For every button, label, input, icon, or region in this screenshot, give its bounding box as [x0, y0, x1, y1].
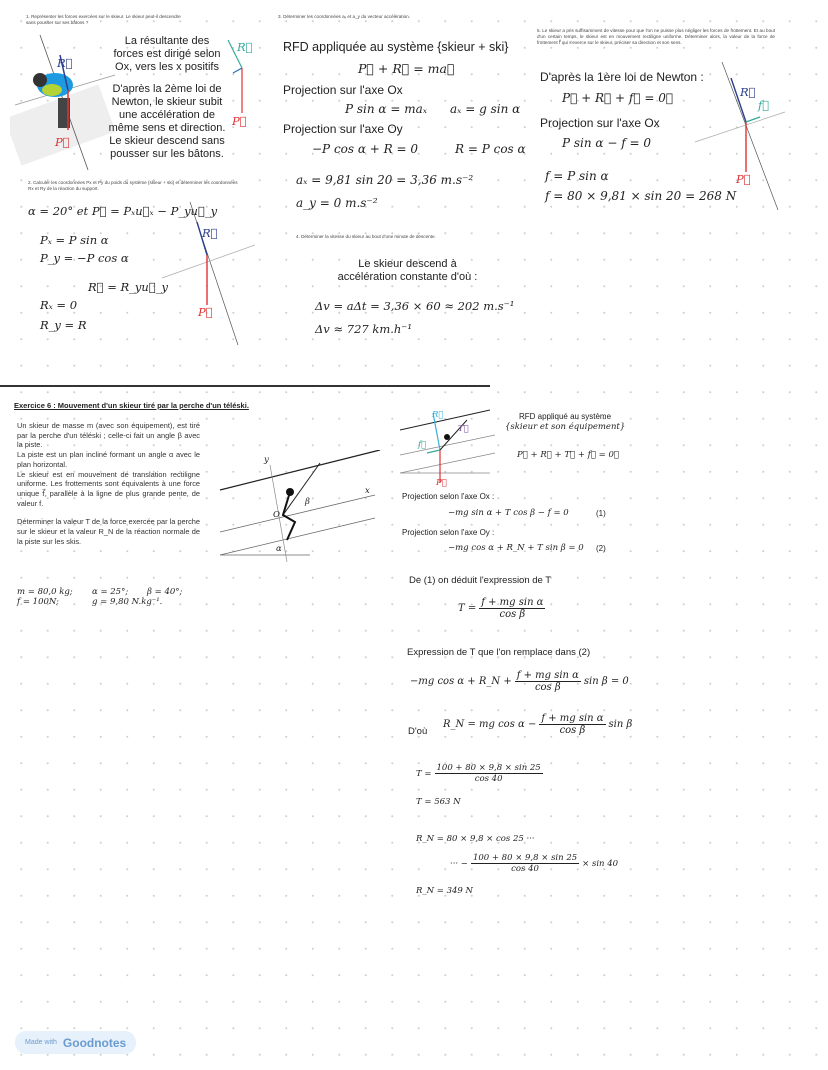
teleski-diagram — [215, 450, 385, 565]
text-line: Le skieur descend à — [358, 258, 457, 270]
equation: aₓ = g sin α — [450, 102, 521, 116]
projection-oy: Projection sur l'axe Oy — [283, 122, 403, 136]
paragraph: Déterminer la valeur T de la force exercée par la perche sur le skieur et la valeur R_N de la réaction normale de la piste sur les skis. — [17, 517, 200, 546]
badge-brand: Goodnotes — [62, 1035, 127, 1050]
numerator: f + mg sin α — [516, 670, 579, 681]
axes-diagram — [160, 200, 260, 350]
t-result: T = 563 N — [416, 797, 461, 807]
lhs: R_N = mg cos α − — [443, 719, 537, 730]
numerator: 100 + 80 × 9,8 × sin 25 — [472, 853, 578, 863]
rfd-equation: P⃗ + R⃗ + T⃗ + f⃗ = 0⃗ — [517, 450, 619, 460]
vector-T-label: T⃗ — [458, 424, 469, 434]
text-line: une accélération de — [118, 109, 215, 121]
projection-ox: Projection sur l'axe Ox — [540, 116, 660, 130]
badge-made-with: Made with — [25, 1039, 57, 1046]
data-value: α = 25°; — [92, 587, 129, 597]
vector-R-label: R⃗ — [237, 40, 253, 54]
lhs: T = — [458, 603, 477, 614]
text-line: RFD appliqué au système — [518, 412, 612, 421]
section-divider — [0, 385, 490, 387]
data-value: β = 40°; — [147, 587, 183, 597]
numerator: 100 + 80 × 9,8 × sin 25 — [436, 763, 541, 773]
text-line: Newton, le skieur subit — [111, 96, 223, 108]
equation-number: (1) — [596, 509, 606, 518]
q4-answer — [320, 258, 495, 284]
ry-equation: R_y = R — [40, 318, 87, 332]
denominator: cos β — [559, 725, 586, 736]
f-equation: f = P sin α — [545, 169, 609, 183]
equation: −P cos α + R = 0 — [312, 142, 419, 156]
projection-ox: Projection selon l'axe Ox : — [402, 492, 495, 501]
text-line: D'après la 2ème loi de — [112, 83, 222, 95]
lhs: −mg cos α + R_N + — [410, 676, 512, 687]
t-numeric — [416, 763, 546, 784]
equation-2: −mg cos α + R_N + T sin β = 0 — [448, 543, 584, 553]
y-axis-label: y — [264, 455, 269, 465]
vector-P-label: P⃗ — [55, 135, 70, 149]
question-4: 4. Déterminer la vitesse du skieur au bout d'une minute de descente. — [296, 234, 436, 239]
vector-R-label: R⃗ — [740, 85, 756, 99]
rfd-equation: P⃗ + R⃗ = ma⃗ — [358, 61, 455, 76]
numerator: f + mg sin α — [481, 597, 544, 608]
vector-R-label: R⃗ — [432, 410, 444, 420]
data-value: g = 9,80 N.kg⁻¹. — [92, 597, 163, 607]
question-1: 1. Représenter les forces exercées sur le skieur. Le skieur peut-il descendre sans pousser sur ses bâtons ? — [26, 14, 181, 25]
substituted-equation — [410, 670, 629, 693]
exercise-statement — [17, 421, 200, 546]
text-line: Le skieur descend sans — [109, 135, 225, 147]
denominator: cos 40 — [474, 774, 503, 784]
expression-text: Expression de T que l'on remplace dans (2) — [407, 647, 591, 658]
text-line: Ox, vers les x positifs — [115, 61, 219, 73]
equation-1: −mg sin α + T cos β − f = 0 — [448, 508, 569, 518]
denominator: cos 40 — [511, 864, 539, 874]
ay-result: a_y = 0 m.s⁻² — [296, 196, 378, 210]
dv-equation: Δv = aΔt = 3,36 × 60 ≈ 202 m.s⁻¹ — [315, 299, 515, 313]
x-axis-label: x — [365, 486, 370, 496]
origin-label: O — [273, 510, 280, 520]
numerator: f + mg sin α — [541, 713, 604, 724]
equation: P sin α = maₓ — [345, 102, 428, 116]
vector-R-label: R⃗ — [57, 56, 73, 70]
data-value: m = 80,0 kg; — [17, 587, 73, 597]
equation: P sin α − f = 0 — [562, 136, 651, 150]
paragraph: Un skieur de masse m (avec son équipement), est tiré par la perche d'un téléski ; celle-ci fait un angle β avec la piste. — [17, 421, 200, 450]
q1-answer — [108, 35, 226, 161]
question-3: 3. Déterminer les coordonnées aₓ et a_y du vecteur accélération. — [278, 14, 410, 19]
denominator: cos β — [534, 682, 561, 693]
exercise-title: Exercice 6 : Mouvement d'un skieur tiré par la perche d'un téléski. — [14, 401, 249, 410]
t-expression — [458, 597, 548, 620]
vector-P-label: P⃗ — [232, 114, 247, 128]
data-value: f = 100N; — [17, 597, 59, 607]
skier-force-diagram — [10, 30, 120, 170]
ax-result: aₓ = 9,81 sin 20 = 3,36 m.s⁻² — [296, 173, 474, 187]
vector-f-label: f⃗ — [758, 98, 770, 112]
friction-diagram — [690, 60, 790, 220]
rfd-heading: RFD appliquée au système {skieur + ski} — [283, 40, 509, 54]
f-result: f = 80 × 9,81 × sin 20 = 268 N — [545, 189, 737, 203]
given-data — [17, 587, 182, 607]
vector-P-label: P⃗ — [736, 172, 751, 186]
vector-P-label: P⃗ — [436, 478, 447, 488]
text-line: forces est dirigé selon — [113, 48, 221, 60]
dv-kmh: Δv ≈ 727 km.h⁻¹ — [315, 322, 412, 336]
newton-first-law: D'après la 1ère loi de Newton : — [540, 70, 704, 84]
text-line: {skieur et son équipement} — [505, 422, 626, 432]
text-line: pousser sur les bâtons. — [110, 148, 224, 160]
alpha-equation: α = 20° et P⃗ = Pₓu⃗ₓ − P_yu⃗_y — [28, 204, 218, 218]
forces-diagram — [395, 405, 505, 490]
question-2: 2. Calculer les coordonnées Px et Py du poids du système {skieur + ski} et déterminer les coordonnées Rx et Ry de la réaction du support. — [28, 180, 238, 191]
vector-f-label: f⃗ — [418, 440, 427, 450]
rn-numeric-line1: R_N = 80 × 9,8 × cos 25 ··· — [416, 834, 535, 844]
vector-R-label: R⃗ — [202, 226, 218, 240]
r-vector-equation: R⃗ = R_yu⃗_y — [88, 280, 168, 294]
px-equation: Pₓ = P sin α — [40, 233, 109, 247]
dou-text: D'où — [408, 726, 428, 737]
vector-P-label: P⃗ — [198, 305, 213, 319]
rfd-heading — [505, 411, 625, 433]
rhs: sin β = 0 — [583, 676, 629, 687]
text-line: accélération constante d'où : — [337, 271, 478, 283]
rn-expression — [443, 713, 632, 736]
projection-ox: Projection sur l'axe Ox — [283, 83, 403, 97]
paragraph: Le skieur est en mouvement de translation rectiligne uniforme. Les frottements sont équivalents à une force unique f⃗, parallèle à la ligne de plus grande pente, de valeur f. — [17, 469, 200, 508]
equation: R = P cos α — [455, 142, 526, 156]
question-5: 5. Le skieur a pris suffisamment de vitesse pour que l'on ne puisse plus négliger les forces de frottement. Et au bout d'un certain temps, le skieur est en mouvement rectiligne uniforme. Déterminer alors, la valeur de la force de frottement f⃗ qui s'exerce sur le skieur, préciser sa direction et son sens. — [537, 28, 775, 45]
equation: P⃗ + R⃗ + f⃗ = 0⃗ — [562, 91, 674, 105]
prefix: ··· − — [450, 859, 468, 869]
text-line: La résultante des — [124, 35, 210, 47]
equation-number: (2) — [596, 544, 606, 553]
rx-equation: Rₓ = 0 — [40, 298, 78, 312]
alpha-label: α — [276, 544, 282, 554]
rn-result: R_N = 349 N — [416, 886, 473, 896]
suffix: × sin 40 — [582, 859, 619, 869]
rn-numeric-line2 — [450, 853, 618, 874]
deduce-text: De (1) on déduit l'expression de T — [409, 575, 552, 586]
projection-oy: Projection selon l'axe Oy : — [402, 528, 495, 537]
paragraph: La piste est un plan incliné formant un angle α avec le plan horizontal. — [17, 450, 200, 469]
beta-label: β — [305, 497, 310, 507]
goodnotes-badge[interactable] — [15, 1031, 136, 1054]
denominator: cos β — [499, 609, 526, 620]
rhs: sin β — [608, 719, 633, 730]
text-line: même sens et direction. — [108, 122, 226, 134]
lhs: T = — [416, 769, 432, 779]
py-equation: P_y = −P cos α — [40, 251, 129, 265]
